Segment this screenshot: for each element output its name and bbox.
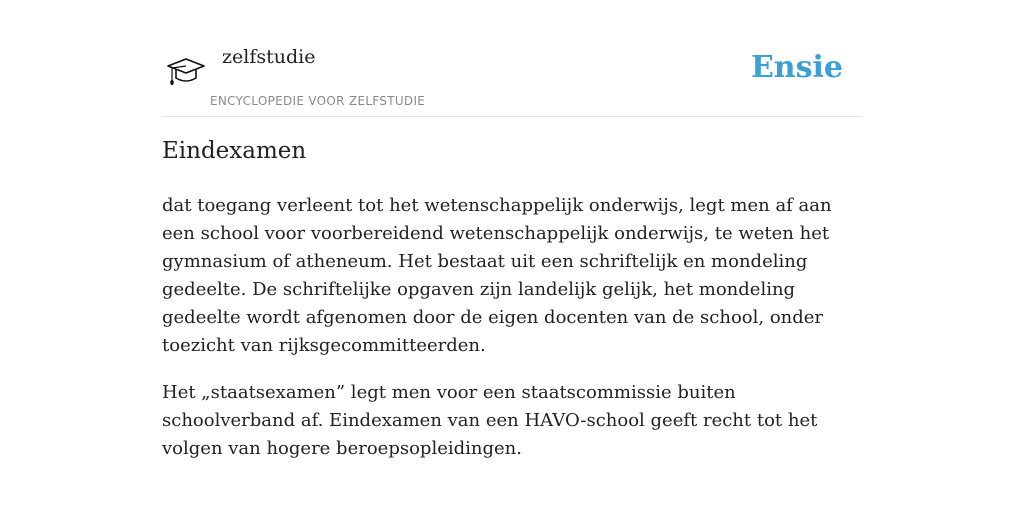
article-paragraph: Het „staatsexamen” legt men voor een staatscommissie buiten schoolverband af. Eindexamen van een HAVO-school geeft recht tot het volgen van hogere beroepsopleidingen. [162,382,818,459]
article-body [162,192,862,482]
site-tagline: ENCYCLOPEDIE VOOR ZELFSTUDIE [210,94,426,108]
article-paragraph: dat toegang verleent tot het wetenschappelijk onderwijs, legt men af aan een school voor voorbereidend wetenschappelijk onderwijs, te weten het gymnasium of atheneum. Het bestaat uit een schriftelijk en mondeling gedeelte. De schriftelijke opgaven zijn landelijk gelijk, het mondeling gedeelte wordt afgenomen door de eigen docenten van de school, onder toezicht van rijksgecommitteerden. [162,195,832,356]
page-title: Eindexamen [162,138,307,164]
graduation-cap-icon[interactable] [166,54,206,90]
brand-logo[interactable]: Ensie [750,50,843,85]
site-header [162,0,862,117]
site-name[interactable]: zelfstudie [222,46,316,68]
